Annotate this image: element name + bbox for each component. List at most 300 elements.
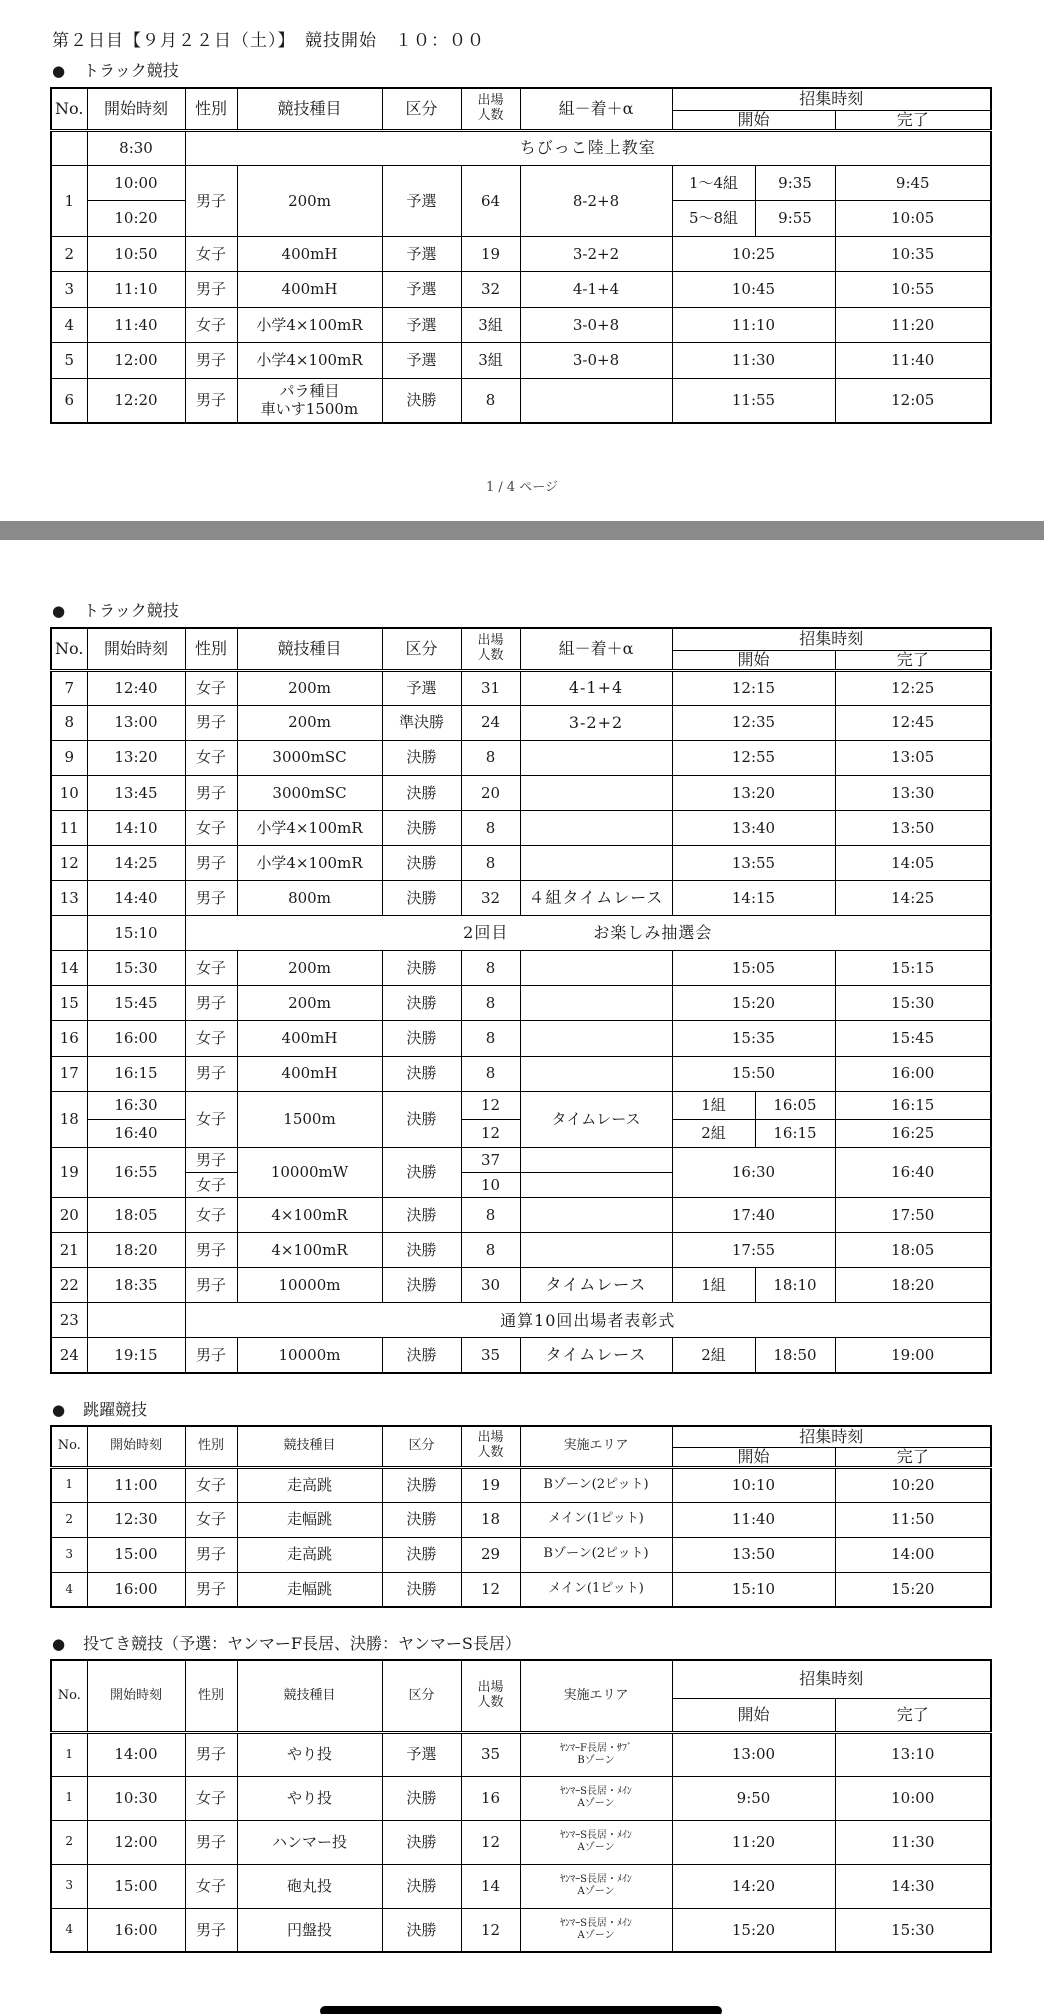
header-no: No.: [51, 88, 87, 130]
table-row: [51, 1147, 991, 1172]
cell-gender: 女子: [185, 670, 237, 705]
cell-area: [520, 1864, 672, 1908]
cell-no: 5: [51, 343, 87, 378]
cell-time: 16:00: [87, 1908, 185, 1952]
cell-call-end: 18:20: [835, 1268, 991, 1303]
cell-time: 16:15: [87, 1056, 185, 1091]
cell-group: 1〜4組: [672, 165, 755, 200]
cell-time: 19:15: [87, 1338, 185, 1373]
bullet-icon: ●: [52, 62, 66, 80]
section-title-track-2: [52, 598, 179, 621]
cell-event: 小学4×100mR: [237, 343, 382, 378]
cell-gender: 男子: [185, 1268, 237, 1303]
area-line-2: Aゾーン: [577, 1886, 615, 1897]
cell-no: 18: [51, 1091, 87, 1147]
throws-schedule-table: [50, 1659, 992, 1953]
cell-gender: 女子: [185, 1864, 237, 1908]
area-line-1: ﾔﾝﾏｰS長居・ﾒｲﾝ: [560, 1917, 632, 1929]
cell-entrants: 30: [461, 1268, 520, 1303]
cell-category: 決勝: [382, 845, 461, 880]
cell-call-end: 13:30: [835, 775, 991, 810]
header-event: 競技種目: [237, 1426, 382, 1467]
header-call-start: 開始: [672, 110, 835, 130]
cell-category: 予選: [382, 670, 461, 705]
cell-call-end: 16:25: [835, 1119, 991, 1147]
cell-category: 決勝: [382, 1467, 461, 1502]
header-no: No.: [51, 1660, 87, 1732]
cell-event: 400mH: [237, 236, 382, 271]
cell-event: 小学4×100mR: [237, 810, 382, 845]
cell-advance: [520, 845, 672, 880]
table-row: [51, 951, 991, 986]
cell-event: 砲丸投: [237, 1864, 382, 1908]
cell-gender: 男子: [185, 165, 237, 236]
cell-event: ハンマー投: [237, 1820, 382, 1864]
cell-event: 400mH: [237, 1021, 382, 1056]
cell-entrants: 8: [461, 986, 520, 1021]
cell-time: 12:00: [87, 343, 185, 378]
cell-entrants: 8: [461, 810, 520, 845]
cell-advance: [520, 1233, 672, 1268]
cell-gender: 男子: [185, 1820, 237, 1864]
cell-time: 14:10: [87, 810, 185, 845]
cell-gender: 男子: [185, 881, 237, 916]
cell-advance: [520, 951, 672, 986]
cell-gender: 女子: [185, 1776, 237, 1820]
cell-call-start: 10:25: [672, 236, 835, 271]
cell-category: 決勝: [382, 378, 461, 423]
cell-event: 200m: [237, 951, 382, 986]
cell-time: 15:10: [87, 916, 185, 951]
header-category: 区分: [382, 1660, 461, 1732]
cell-call-start: 15:35: [672, 1021, 835, 1056]
cell-area: [520, 1908, 672, 1952]
cell-event: 400mH: [237, 1056, 382, 1091]
cell-category: 決勝: [382, 1572, 461, 1607]
cell-event: 10000mW: [237, 1147, 382, 1197]
cell-event: 小学4×100mR: [237, 307, 382, 342]
cell-entrants: 8: [461, 951, 520, 986]
cell-gender: 男子: [185, 986, 237, 1021]
cell-advance: 8-2+8: [520, 165, 672, 236]
cell-group: 5〜8組: [672, 201, 755, 236]
cell-area: Bゾーン(2ピット): [520, 1467, 672, 1502]
table-row: [51, 1776, 991, 1820]
table-row: [51, 705, 991, 740]
cell-event: 4×100mR: [237, 1233, 382, 1268]
bullet-icon: ●: [52, 1635, 66, 1653]
cell-time: 8:30: [87, 130, 185, 165]
table-row: [51, 1732, 991, 1776]
cell-event: 走幅跳: [237, 1572, 382, 1607]
header-call-start: 開始: [672, 1698, 835, 1732]
section-title-label: トラック競技: [83, 601, 179, 620]
header-call-end: 完了: [835, 110, 991, 130]
cell-call-start: 15:50: [672, 1056, 835, 1091]
cell-entrants: 19: [461, 1467, 520, 1502]
cell-call-end: 10:55: [835, 272, 991, 307]
cell-gender: 男子: [185, 1908, 237, 1952]
cell-category: 決勝: [382, 740, 461, 775]
cell-call-end: 15:30: [835, 1908, 991, 1952]
header-start-time: 開始時刻: [87, 1426, 185, 1467]
cell-entrants: 12: [461, 1572, 520, 1607]
cell-call-end: 10:35: [835, 236, 991, 271]
table-row: [51, 670, 991, 705]
cell-event: 走高跳: [237, 1467, 382, 1502]
cell-no: 12: [51, 845, 87, 880]
cell-category: 決勝: [382, 1021, 461, 1056]
cell-entrants: 3組: [461, 307, 520, 342]
cell-event: 200m: [237, 670, 382, 705]
cell-time: 13:20: [87, 740, 185, 775]
cell-category: 決勝: [382, 1147, 461, 1197]
header-gender: 性別: [185, 628, 237, 670]
cell-time: 12:40: [87, 670, 185, 705]
cell-group: 1組: [672, 1268, 755, 1303]
area-line-1: ﾔﾝﾏｰS長居・ﾒｲﾝ: [560, 1830, 632, 1841]
cell-call-start: 15:05: [672, 951, 835, 986]
cell-event: [237, 378, 382, 423]
cell-entrants: 24: [461, 705, 520, 740]
cell-no: 17: [51, 1056, 87, 1091]
cell-entrants: 8: [461, 1233, 520, 1268]
cell-gender: 男子: [185, 845, 237, 880]
cell-event: 400mH: [237, 272, 382, 307]
cell-time: 13:45: [87, 775, 185, 810]
cell-entrants: 12: [461, 1908, 520, 1952]
cell-call-start: 17:40: [672, 1197, 835, 1232]
cell-gender: 男子: [185, 1537, 237, 1572]
cell-advance: [520, 1021, 672, 1056]
cell-time: 16:55: [87, 1147, 185, 1197]
cell-gender: 女子: [185, 810, 237, 845]
cell-event: 3000mSC: [237, 740, 382, 775]
header-advance: 組－着＋α: [520, 88, 672, 130]
cell-category: 予選: [382, 343, 461, 378]
cell-time: 14:40: [87, 881, 185, 916]
cell-entrants: 3組: [461, 343, 520, 378]
cell-no: 7: [51, 670, 87, 705]
cell-no: 15: [51, 986, 87, 1021]
cell-call-end: 13:10: [835, 1732, 991, 1776]
cell-category: 決勝: [382, 1197, 461, 1232]
header-event: 競技種目: [237, 628, 382, 670]
cell-advance: [520, 986, 672, 1021]
area-line-2: Bゾーン: [577, 1754, 615, 1766]
cell-category: 予選: [382, 165, 461, 236]
cell-event: 800m: [237, 881, 382, 916]
section-title-label: トラック競技: [83, 61, 179, 80]
cell-no: 1: [51, 1732, 87, 1776]
header-start-time: 開始時刻: [87, 628, 185, 670]
cell-event: 走幅跳: [237, 1502, 382, 1537]
cell-entrants: 29: [461, 1537, 520, 1572]
cell-category: 決勝: [382, 881, 461, 916]
header-call-end: 完了: [835, 1698, 991, 1732]
cell-category: 予選: [382, 236, 461, 271]
home-indicator: [320, 2006, 722, 2014]
cell-gender: 男子: [185, 1338, 237, 1373]
cell-group: 2組: [672, 1119, 755, 1147]
header-entrants: 出場 人数: [461, 1660, 520, 1732]
cell-gender: 男子: [185, 1233, 237, 1268]
cell-entrants: 18: [461, 1502, 520, 1537]
cell-gender: 男子: [185, 1572, 237, 1607]
table-row: [51, 1197, 991, 1232]
cell-time: 11:10: [87, 272, 185, 307]
table-row: [51, 1820, 991, 1864]
table-row: [51, 1091, 991, 1119]
cell-entrants: 8: [461, 1197, 520, 1232]
cell-call-start: 11:30: [672, 343, 835, 378]
cell-no: 3: [51, 1864, 87, 1908]
event-line-2: 車いす1500m: [260, 400, 359, 419]
header-category: 区分: [382, 628, 461, 670]
cell-no: 20: [51, 1197, 87, 1232]
table-row: [51, 1467, 991, 1502]
header-category: 区分: [382, 1426, 461, 1467]
cell-call-start: 9:55: [755, 201, 835, 236]
cell-category: 決勝: [382, 1091, 461, 1147]
cell-gender: 女子: [185, 740, 237, 775]
table-row: [51, 1056, 991, 1091]
table-row: [51, 1864, 991, 1908]
table-row: [51, 272, 991, 307]
area-line-2: Aゾーン: [577, 1798, 615, 1809]
page-title: 第２日目【９月２２日（土）】 競技開始 １０：００: [52, 31, 485, 51]
cell-entrants: 8: [461, 378, 520, 423]
cell-area: [520, 1820, 672, 1864]
cell-gender: 男子: [185, 1147, 237, 1172]
cell-call-end: 16:00: [835, 1056, 991, 1091]
cell-advance: 3-2+2: [520, 705, 672, 740]
cell-advance: タイムレース: [520, 1268, 672, 1303]
table-row: [51, 307, 991, 342]
table-row: [51, 1268, 991, 1303]
track-schedule-table-1: [50, 87, 992, 424]
cell-category: 決勝: [382, 1908, 461, 1952]
header-start-time: 開始時刻: [87, 1660, 185, 1732]
cell-category: 決勝: [382, 1537, 461, 1572]
table-row: [51, 343, 991, 378]
cell-no: 16: [51, 1021, 87, 1056]
cell-time: 12:20: [87, 378, 185, 423]
cell-event: 3000mSC: [237, 775, 382, 810]
cell-gender: 女子: [185, 1502, 237, 1537]
table-row: [51, 986, 991, 1021]
cell-entrants: 8: [461, 845, 520, 880]
cell-call-start: 18:10: [755, 1268, 835, 1303]
table-row: [51, 1303, 991, 1338]
cell-call-start: 11:20: [672, 1820, 835, 1864]
cell-advance: [520, 1056, 672, 1091]
cell-time: 10:50: [87, 236, 185, 271]
cell-time: 16:30: [87, 1091, 185, 1119]
cell-entrants: 8: [461, 1056, 520, 1091]
cell-advance: ４組タイムレース: [520, 881, 672, 916]
cell-advance: 3-2+2: [520, 236, 672, 271]
cell-no: 11: [51, 810, 87, 845]
header-gender: 性別: [185, 1426, 237, 1467]
cell-event: 1500m: [237, 1091, 382, 1147]
table-row: [51, 1537, 991, 1572]
cell-event: 小学4×100mR: [237, 845, 382, 880]
track-schedule-table-2: [50, 627, 992, 1374]
table-row: [51, 1338, 991, 1373]
area-line-1: ﾔﾝﾏｰS長居・ﾒｲﾝ: [560, 1874, 632, 1885]
cell-call-start: 13:00: [672, 1732, 835, 1776]
area-line-1: ﾔﾝﾏｰF長居・ｻﾌﾞ: [560, 1742, 632, 1754]
cell-gender: 男子: [185, 272, 237, 307]
cell-call-end: 17:50: [835, 1197, 991, 1232]
cell-gender: 男子: [185, 775, 237, 810]
cell-time: 16:00: [87, 1572, 185, 1607]
header-no: No.: [51, 1426, 87, 1467]
header-call-start: 開始: [672, 1447, 835, 1467]
cell-time: 10:20: [87, 201, 185, 236]
cell-call-end: 11:20: [835, 307, 991, 342]
table-row: [51, 845, 991, 880]
cell-advance: 4-1+4: [520, 670, 672, 705]
cell-entrants: 64: [461, 165, 520, 236]
cell-call-start: 14:15: [672, 881, 835, 916]
table-row: [51, 916, 991, 951]
area-line-2: Aゾーン: [577, 1842, 615, 1853]
cell-time: 15:45: [87, 986, 185, 1021]
cell-gender: 男子: [185, 343, 237, 378]
cell-time: 11:40: [87, 307, 185, 342]
cell-advance: 3-0+8: [520, 343, 672, 378]
header-call-time: 招集時刻: [672, 1426, 991, 1447]
cell-event: 走高跳: [237, 1537, 382, 1572]
cell-event: やり投: [237, 1776, 382, 1820]
cell-category: 決勝: [382, 1776, 461, 1820]
cell-area: メイン(1ピット): [520, 1502, 672, 1537]
cell-entrants: 20: [461, 775, 520, 810]
header-entrants: 出場 人数: [461, 88, 520, 130]
note-chibikko: ちびっこ陸上教室: [185, 130, 991, 165]
cell-gender: 男子: [185, 1732, 237, 1776]
cell-event: 円盤投: [237, 1908, 382, 1952]
cell-call-end: 11:50: [835, 1502, 991, 1537]
header-call-start: 開始: [672, 650, 835, 670]
cell-call-end: 11:40: [835, 343, 991, 378]
cell-time: 16:40: [87, 1119, 185, 1147]
cell-no: 2: [51, 1502, 87, 1537]
cell-time: 18:20: [87, 1233, 185, 1268]
cell-no: 10: [51, 775, 87, 810]
cell-call-end: 12:45: [835, 705, 991, 740]
cell-gender: 女子: [185, 1197, 237, 1232]
header-gender: 性別: [185, 1660, 237, 1732]
cell-category: 予選: [382, 307, 461, 342]
cell-no: 19: [51, 1147, 87, 1197]
bullet-icon: ●: [52, 602, 66, 620]
cell-category: 決勝: [382, 1502, 461, 1537]
cell-category: 決勝: [382, 1056, 461, 1091]
cell-call-start: 15:10: [672, 1572, 835, 1607]
cell-category: 決勝: [382, 1233, 461, 1268]
cell-no: 9: [51, 740, 87, 775]
cell-call-end: 15:30: [835, 986, 991, 1021]
section-title-throws: [52, 1631, 521, 1654]
cell-category: 決勝: [382, 1820, 461, 1864]
cell-call-end: 15:15: [835, 951, 991, 986]
section-title-jumps: [52, 1397, 147, 1420]
cell-group: 1組: [672, 1091, 755, 1119]
cell-group: 2組: [672, 1338, 755, 1373]
cell-call-end: 16:40: [835, 1147, 991, 1197]
cell-call-end: 11:30: [835, 1820, 991, 1864]
header-call-end: 完了: [835, 650, 991, 670]
cell-no: 23: [51, 1303, 87, 1338]
cell-call-start: 13:55: [672, 845, 835, 880]
cell-call-start: 10:10: [672, 1467, 835, 1502]
cell-no: 4: [51, 307, 87, 342]
cell-no: 1: [51, 165, 87, 236]
cell-time: 12:00: [87, 1820, 185, 1864]
cell-category: 予選: [382, 272, 461, 307]
table-row: [51, 775, 991, 810]
cell-no: 1: [51, 1776, 87, 1820]
cell-call-start: 15:20: [672, 986, 835, 1021]
cell-time: 13:00: [87, 705, 185, 740]
cell-time: 11:00: [87, 1467, 185, 1502]
header-area: 実施エリア: [520, 1660, 672, 1732]
cell-call-start: 9:35: [755, 165, 835, 200]
cell-event: 10000m: [237, 1268, 382, 1303]
cell-call-start: 16:15: [755, 1119, 835, 1147]
cell-gender: 女子: [185, 1467, 237, 1502]
cell-call-start: 12:15: [672, 670, 835, 705]
cell-no: 22: [51, 1268, 87, 1303]
cell-time: 16:00: [87, 1021, 185, 1056]
cell-no: 14: [51, 951, 87, 986]
cell-entrants: 16: [461, 1776, 520, 1820]
cell-call-end: 10:00: [835, 1776, 991, 1820]
cell-entrants: 8: [461, 1021, 520, 1056]
cell-advance: 4-1+4: [520, 272, 672, 307]
cell-time: 15:00: [87, 1537, 185, 1572]
cell-no: 2: [51, 236, 87, 271]
cell-call-start: 11:10: [672, 307, 835, 342]
cell-call-end: 16:15: [835, 1091, 991, 1119]
cell-category: 予選: [382, 1732, 461, 1776]
header-event: 競技種目: [237, 1660, 382, 1732]
cell-no: 2: [51, 1820, 87, 1864]
cell-call-end: 14:25: [835, 881, 991, 916]
table-row: [51, 1908, 991, 1952]
cell-event: 4×100mR: [237, 1197, 382, 1232]
cell-gender: 男子: [185, 705, 237, 740]
cell-call-end: 12:05: [835, 378, 991, 423]
cell-no: 3: [51, 272, 87, 307]
cell-advance: タイムレース: [520, 1091, 672, 1147]
cell-time: 14:00: [87, 1732, 185, 1776]
cell-call-start: 13:40: [672, 810, 835, 845]
header-no: No.: [51, 628, 87, 670]
cell-entrants: 35: [461, 1338, 520, 1373]
cell-entrants: 14: [461, 1864, 520, 1908]
area-line-1: ﾔﾝﾏｰS長居・ﾒｲﾝ: [560, 1786, 632, 1797]
cell-call-start: 15:20: [672, 1908, 835, 1952]
cell-gender: 女子: [185, 307, 237, 342]
header-call-time: 招集時刻: [672, 88, 991, 110]
cell-category: 決勝: [382, 1268, 461, 1303]
table-row: [51, 810, 991, 845]
cell-category: 決勝: [382, 775, 461, 810]
